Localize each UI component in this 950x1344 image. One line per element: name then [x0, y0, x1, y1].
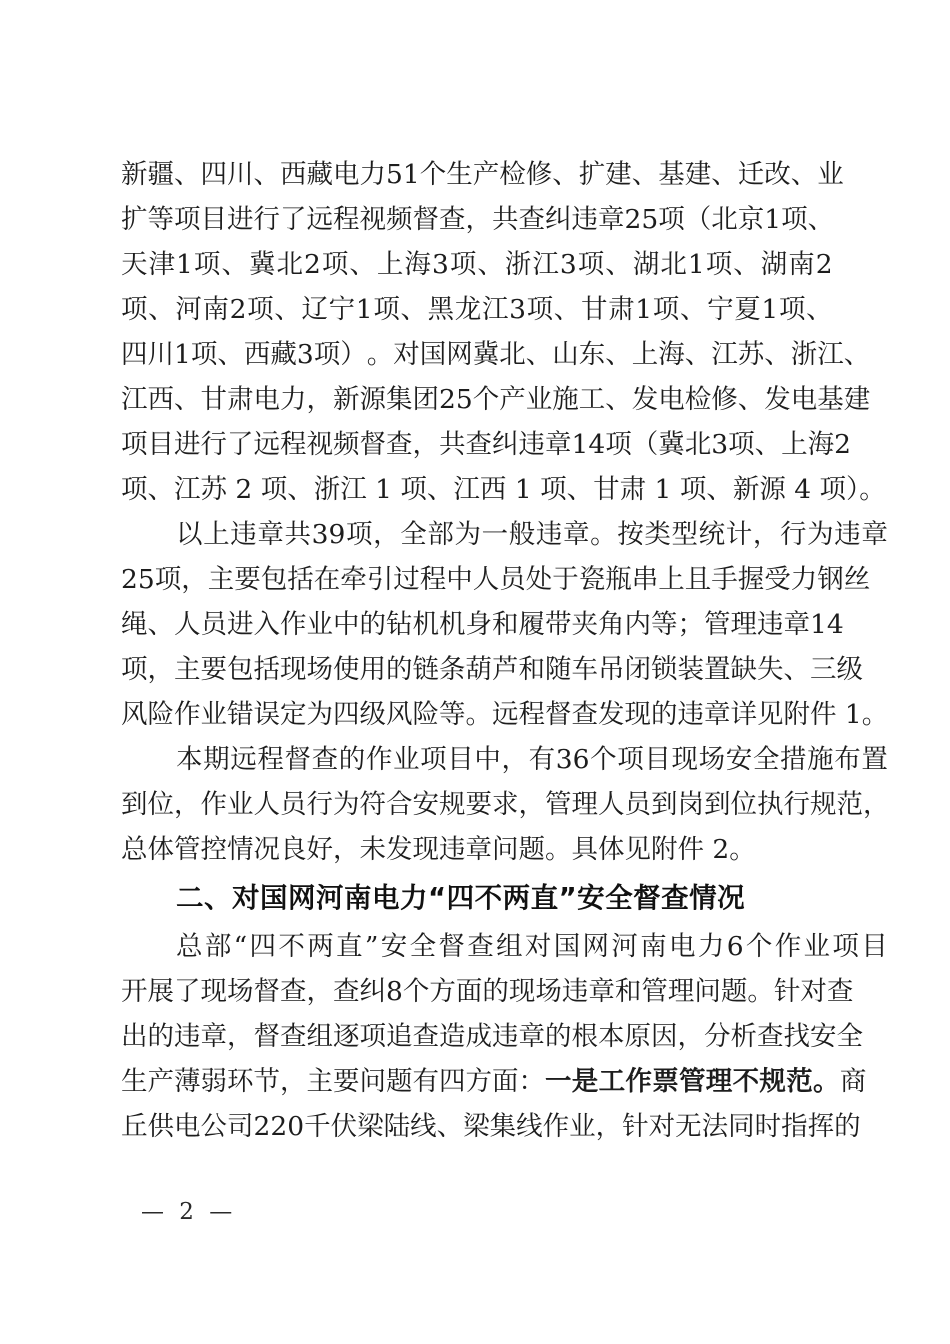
text-line-with-bold-emphasis [121, 1059, 867, 1104]
line-text-trailing: 商 [839, 1066, 867, 1097]
text-line: 新 疆 、 四 川 、 西 藏 电 力 51 个 生 产 检 修 、 扩 建 、 基 建 、 迁 改 、 业 [121, 159, 844, 190]
text-line: 天 津 1 项 、 冀 北 2 项 、 上 海 3 项 、 浙 江 3 项 、 湖 北 1 项 、 湖 南 2 [121, 249, 833, 280]
text-line: 四 川 1 项 、 西 藏 3 项 ） 。 对 国 网 冀 北 、 山 东 、 上 海 、 江 苏 、 浙 江 、 [121, 339, 871, 370]
text-line: 本 期 远 程 督 查 的 作 业 项 目 中 ， 有 36 个 项 目 现 场 安 全 措 施 布 置 [176, 744, 888, 775]
section-heading-2: 二、对国网河南电力“四不两直”安全督查情况 [176, 882, 746, 914]
text-line: 总体管控情况良好，未发现违章问题。具体见附件 2。 [121, 834, 756, 865]
text-line: 开 展 了 现 场 督 查 ， 查 纠 8 个 方 面 的 现 场 违 章 和 管 理 问 题 。 针 对 查 [121, 976, 854, 1007]
text-line: 扩 等 项 目 进 行 了 远 程 视 频 督 查 ， 共 查 纠 违 章 25 项 （ 北 京 1 项 、 [121, 204, 835, 235]
text-line: 25 项 ， 主 要 包 括 在 牵 引 过 程 中 人 员 处 于 瓷 瓶 串 上 且 手 握 受 力 钢 丝 [121, 564, 871, 595]
text-line: 丘 供 电 公 司 220 千 伏 梁 陆 线 、 梁 集 线 作 业 ， 针 对 无 法 同 时 指 挥 的 [121, 1111, 861, 1142]
text-line: 以 上 违 章 共 39 项 ， 全 部 为 一 般 违 章 。 按 类 型 统 计 ， 行 为 违 章 [176, 519, 888, 550]
text-line: 项 ， 主 要 包 括 现 场 使 用 的 链 条 葫 芦 和 随 车 吊 闭 锁 装 置 缺 失 、 三 级 [121, 654, 863, 685]
text-line: 绳 、 人 员 进 入 作 业 中 的 钻 机 机 身 和 履 带 夹 角 内 等 ； 管 理 违 章 14 [121, 609, 844, 640]
text-line: 项 目 进 行 了 远 程 视 频 督 查 ， 共 查 纠 违 章 14 项 （ 冀 北 3 项 、 上 海 2 [121, 429, 851, 460]
page-footer [121, 1192, 833, 1232]
line-text-normal: 生产薄弱环节，主要问题有四方面： [121, 1066, 545, 1097]
text-line: 总 部 “ 四 不 两 直 ” 安 全 督 查 组 对 国 网 河 南 电 力 6 个 作 业 项 目 [176, 931, 888, 962]
paragraph-compliant-projects [121, 737, 890, 872]
text-line: 出 的 违 章 ， 督 查 组 逐 项 追 查 造 成 违 章 的 根 本 原 因 ， 分 析 查 找 安 全 [121, 1021, 863, 1052]
text-line: 项、江苏 2 项、浙江 1 项、江西 1 项、甘肃 1 项、新源 4 项）。 [121, 474, 886, 505]
text-line: 江 西 、 甘 肃 电 力 ， 新 源 集 团 25 个 产 业 施 工 、 发 电 检 修 、 发 电 基 建 [121, 384, 871, 415]
text-line: 风险作业错误定为四级风险等。远程督查发现的违章详见附件 1。 [121, 699, 889, 730]
paragraph-henan-onsite-inspection [121, 924, 888, 1149]
emphasis-work-ticket-issue: 一是工作票管理不规范。 [545, 1066, 840, 1097]
paragraph-violation-statistics [121, 512, 889, 737]
text-line: 项 、 河 南 2 项 、 辽 宁 1 项 、 黑 龙 江 3 项 、 甘 肃 1 项 、 宁 夏 1 项 、 [121, 294, 833, 325]
page-number: — 2 — [141, 1199, 237, 1225]
paragraph-remote-inspection-summary [121, 152, 886, 512]
text-line: 到 位 ， 作 业 人 员 行 为 符 合 安 规 要 求 ， 管 理 人 员 到 岗 到 位 执 行 规 范 ， [121, 789, 890, 820]
document-body [121, 152, 890, 1149]
